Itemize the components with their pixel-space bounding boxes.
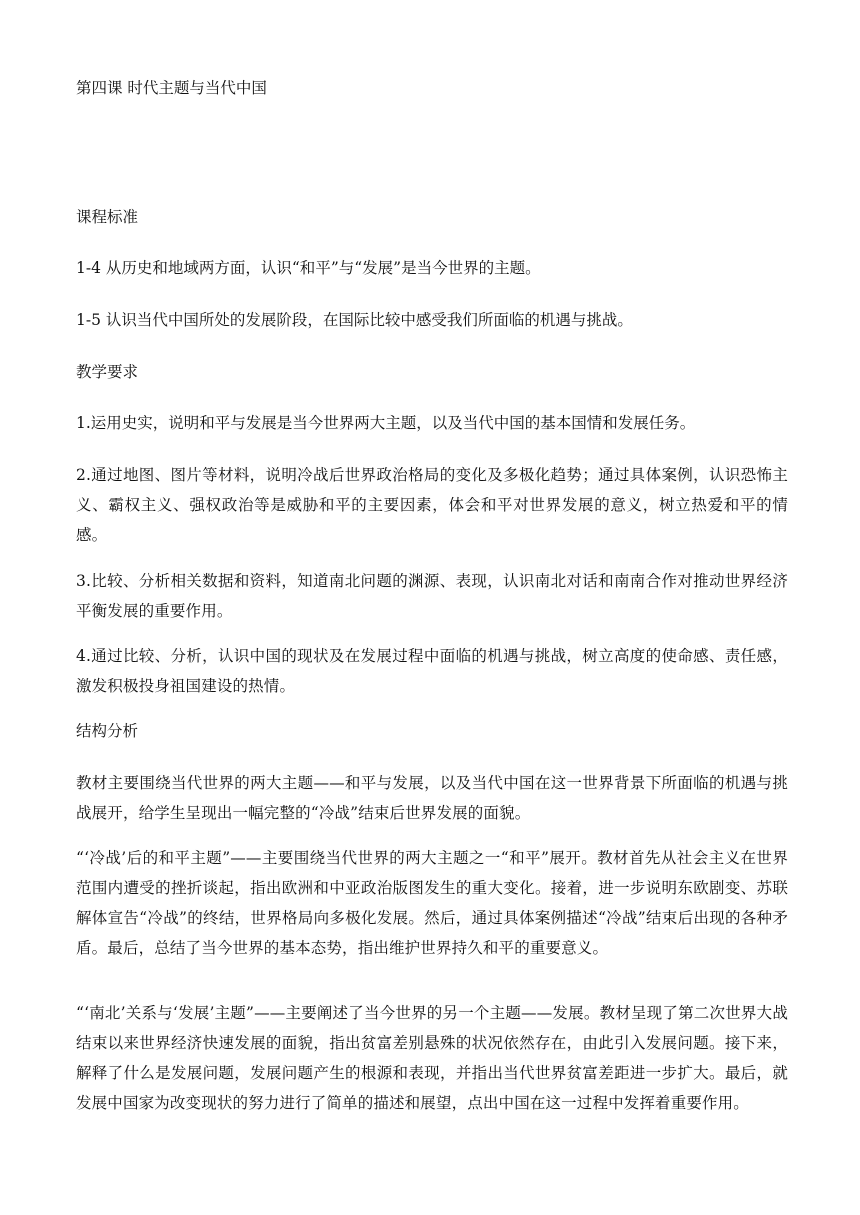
requirement-item-3: 3.比较、分析相关数据和资料，知道南北问题的渊源、表现，认识南北对话和南南合作对推动世界经济平衡发展的重要作用。 [76,572,788,620]
standard-item-2: 1-5 认识当代中国所处的发展阶段，在国际比较中感受我们所面临的机遇与挑战。 [76,311,633,329]
structure-paragraph-1: 教材主要围绕当代世界的两大主题——和平与发展，以及当代中国在这一世界背景下所面临的机遇与挑战展开，给学生呈现出一幅完整的“冷战”结束后世界发展的面貌。 [76,774,788,822]
requirement-item-1: 1.运用史实，说明和平与发展是当今世界两大主题，以及当代中国的基本国情和发展任务。 [76,414,696,432]
structure-paragraph-3: “‘南北’关系与‘发展’主题”——主要阐述了当今世界的另一个主题——发展。教材呈现了第二次世界大战结束以来世界经济快速发展的面貌，指出贫富差别悬殊的状况依然存在，由此引入发展问题。接下来，解释了什么是发展问题，发展问题产生的根源和表现，并指出当代世界贫富差距进一步扩大。最后，就发展中国家为改变现状的努力进行了简单的描述和展望，点出中国在这一过程中发挥着重要作用。 [76,1004,788,1112]
structure-analysis-heading: 结构分析 [76,722,139,740]
standard-item-1: 1-4 从历史和地域两方面，认识“和平”与“发展”是当今世界的主题。 [76,259,541,277]
course-standard-heading: 课程标准 [76,208,139,226]
requirement-item-4: 4.通过比较、分析，认识中国的现状及在发展过程中面临的机遇与挑战，树立高度的使命感、责任感，激发积极投身祖国建设的热情。 [76,647,788,695]
teaching-requirements-heading: 教学要求 [76,363,139,381]
structure-paragraph-2: “‘冷战’后的和平主题”——主要围绕当代世界的两大主题之一“和平”展开。教材首先从社会主义在世界范围内遭受的挫折谈起，指出欧洲和中亚政治版图发生的重大变化。接着，进一步说明东欧剧变、苏联解体宣告“冷战”的终结，世界格局向多极化发展。然后，通过具体案例描述“冷战”结束后出现的各种矛盾。最后，总结了当今世界的基本态势，指出维护世界持久和平的重要意义。 [76,849,788,957]
requirement-item-2: 2.通过地图、图片等材料，说明冷战后世界政治格局的变化及多极化趋势；通过具体案例，认识恐怖主义、霸权主义、强权政治等是威胁和平的主要因素，体会和平对世界发展的意义，树立热爱和平的情感。 [76,466,788,544]
page-title: 第四课 时代主题与当代中国 [76,79,267,97]
